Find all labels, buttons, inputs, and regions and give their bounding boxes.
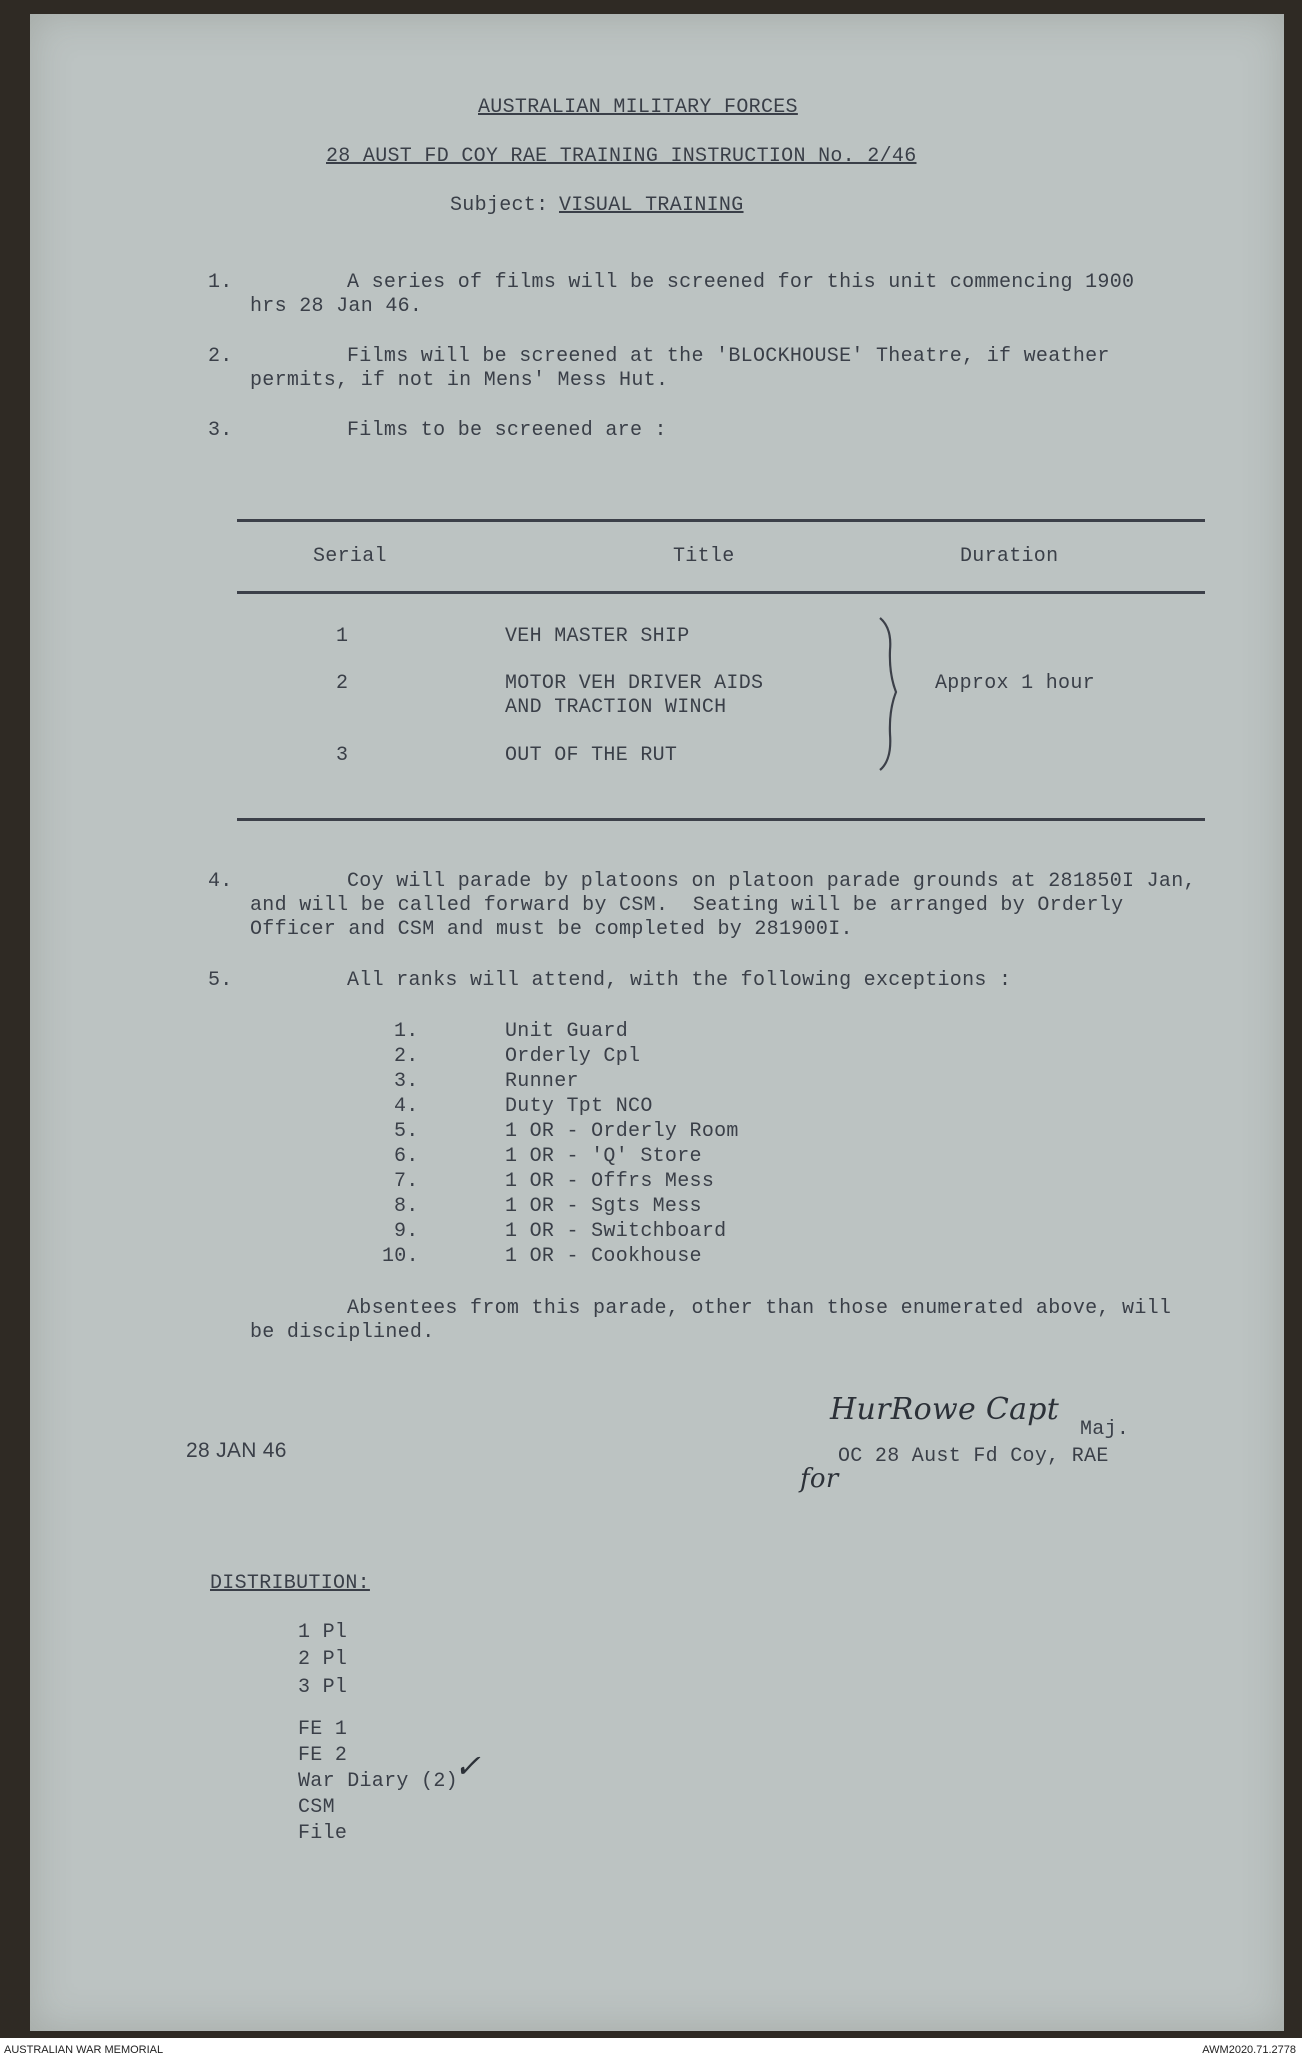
list-item: War Diary (2)	[298, 1770, 458, 1793]
row-serial: 3	[336, 744, 349, 767]
list-item: 2 Pl	[298, 1648, 348, 1671]
list-item-number: 2.	[394, 1045, 419, 1068]
list-item-number: 9.	[394, 1220, 419, 1243]
row-title: OUT OF THE RUT	[505, 744, 678, 767]
list-item: 1 OR - Offrs Mess	[505, 1170, 715, 1193]
para-4-number: 4.	[208, 870, 233, 893]
archive-footer	[0, 2038, 1302, 2061]
list-item: Unit Guard	[505, 1020, 629, 1043]
para-1-number: 1.	[208, 271, 233, 294]
signatory-rank: Maj.	[1080, 1418, 1130, 1441]
signatory-title: OC 28 Aust Fd Coy, RAE	[838, 1445, 1109, 1468]
list-item-number: 7.	[394, 1170, 419, 1193]
org-heading: AUSTRALIAN MILITARY FORCES	[478, 96, 798, 119]
list-item-number: 3.	[394, 1070, 419, 1093]
tick-mark: ✓	[454, 1747, 482, 1785]
instruction-title: 28 AUST FD COY RAE TRAINING INSTRUCTION No. 2/46	[326, 145, 917, 168]
table-bottom-rule	[237, 818, 1205, 821]
list-item: 1 OR - Sgts Mess	[505, 1195, 702, 1218]
para-4-line-3: Officer and CSM and must be completed by 281900I.	[250, 918, 853, 941]
list-item: Runner	[505, 1070, 579, 1093]
para-4-line-1: Coy will parade by platoons on platoon parade grounds at 281850I Jan,	[347, 870, 1196, 893]
list-item-number: 4.	[394, 1095, 419, 1118]
col-header-serial: Serial	[313, 545, 387, 568]
para-1-line-2: hrs 28 Jan 46.	[250, 295, 423, 318]
subject-value: VISUAL TRAINING	[559, 194, 744, 217]
para-2-number: 2.	[208, 345, 233, 368]
list-item: FE 1	[298, 1718, 348, 1741]
footer-accession-number: AWM2020.71.2778	[1202, 2044, 1296, 2056]
list-item: Orderly Cpl	[505, 1045, 641, 1068]
row-title: VEH MASTER SHIP	[505, 625, 690, 648]
para-5-line-1: All ranks will attend, with the following exceptions :	[347, 969, 1012, 992]
list-item: FE 2	[298, 1744, 348, 1767]
row-serial: 1	[336, 625, 349, 648]
document-page	[30, 14, 1284, 2031]
table-top-rule	[237, 519, 1205, 522]
list-item: CSM	[298, 1796, 335, 1819]
subject-label: Subject:	[450, 194, 549, 217]
para-3-line-1: Films to be screened are :	[347, 419, 667, 442]
closing-line-2: be disciplined.	[250, 1321, 435, 1344]
list-item-number: 8.	[394, 1195, 419, 1218]
handwritten-signature: HurRowe Capt	[830, 1392, 1060, 1427]
for-annotation: for	[800, 1464, 839, 1494]
list-item-number: 5.	[394, 1120, 419, 1143]
list-item-number: 6.	[394, 1145, 419, 1168]
footer-source: AUSTRALIAN WAR MEMORIAL	[4, 2044, 164, 2056]
list-item: 1 OR - Cookhouse	[505, 1245, 702, 1268]
distribution-heading: DISTRIBUTION:	[210, 1572, 370, 1595]
duration-value: Approx 1 hour	[935, 672, 1095, 695]
row-serial: 2	[336, 672, 349, 695]
list-item: 1 OR - Switchboard	[505, 1220, 727, 1243]
para-4-line-2: and will be called forward by CSM. Seating will be arranged by Orderly	[250, 894, 1124, 917]
para-5-number: 5.	[208, 969, 233, 992]
list-item: Duty Tpt NCO	[505, 1095, 653, 1118]
grouping-brace	[876, 614, 906, 774]
list-item: 1 OR - Orderly Room	[505, 1120, 739, 1143]
para-2-line-2: permits, if not in Mens' Mess Hut.	[250, 369, 669, 392]
list-item-number: 1.	[394, 1020, 419, 1043]
table-header-rule	[237, 591, 1205, 594]
list-item: 3 Pl	[298, 1676, 348, 1699]
para-2-line-1: Films will be screened at the 'BLOCKHOUSE' Theatre, if weather	[347, 345, 1110, 368]
row-title-line-2: AND TRACTION WINCH	[505, 696, 727, 719]
para-3-number: 3.	[208, 419, 233, 442]
list-item: File	[298, 1822, 348, 1845]
col-header-title: Title	[673, 545, 735, 568]
col-header-duration: Duration	[960, 545, 1059, 568]
row-title: MOTOR VEH DRIVER AIDS	[505, 672, 764, 695]
list-item: 1 Pl	[298, 1621, 348, 1644]
document-date: 28 JAN 46	[186, 1439, 287, 1462]
list-item-number: 10.	[382, 1245, 419, 1268]
para-1-line-1: A series of films will be screened for this unit commencing 1900	[347, 271, 1135, 294]
list-item: 1 OR - 'Q' Store	[505, 1145, 702, 1168]
closing-line-1: Absentees from this parade, other than those enumerated above, will	[347, 1297, 1172, 1320]
